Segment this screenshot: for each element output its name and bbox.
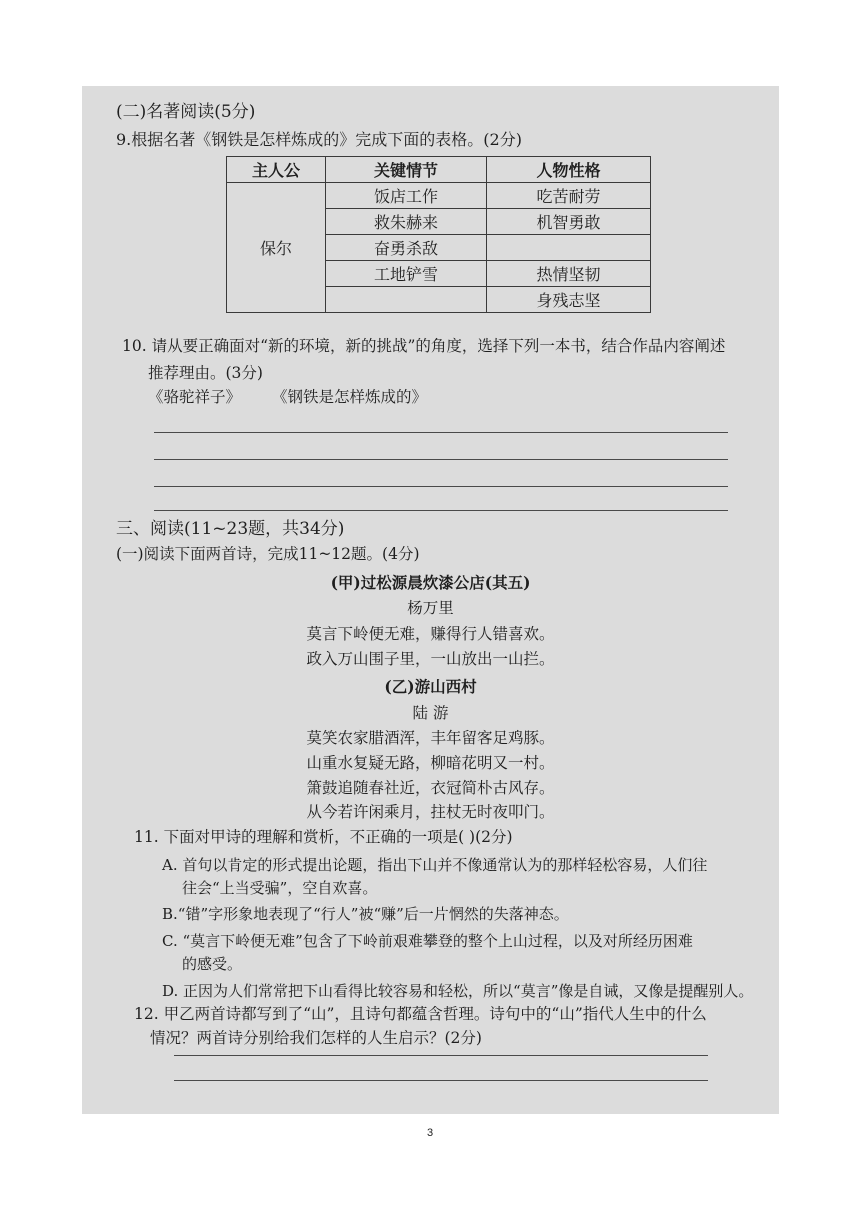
trait-cell: 身残志坚: [487, 287, 651, 313]
plot-cell: 救朱赫来: [326, 209, 487, 235]
poem-b-line: 从今若许闲乘月，拄杖无时夜叩门。: [306, 803, 555, 821]
answer-line: [154, 510, 728, 511]
poem-b-line: 山重水复疑无路，柳暗花明又一村。: [306, 754, 555, 772]
trait-cell: 吃苦耐劳: [487, 183, 651, 209]
answer-line: [154, 486, 728, 487]
header-protagonist: 主人公: [227, 157, 326, 183]
poem-a-title: (甲)过松源晨炊漆公店(其五): [330, 573, 531, 592]
question-10-line2: 推荐理由。(3分): [148, 364, 263, 382]
question-11-option-c: C. “莫言下岭便无难”包含了下岭前艰难攀登的整个上山过程，以及对所经历困难: [162, 932, 693, 950]
poem-a-line: 政入万山围子里，一山放出一山拦。: [306, 650, 555, 668]
poem-b-author: 陆 游: [412, 704, 449, 722]
answer-line: [174, 1080, 708, 1081]
poem-b-title: (乙)游山西村: [384, 677, 477, 696]
book-option-steel: 《钢铁是怎样炼成的》: [272, 388, 428, 406]
section-classics-heading: (二)名著阅读(5分): [116, 102, 256, 122]
question-11-stem: 11. 下面对甲诗的理解和赏析，不正确的一项是( )(2分): [134, 828, 513, 846]
poem-a-author: 杨万里: [407, 599, 454, 617]
scanned-exam-page: [82, 86, 779, 1114]
section-reading-heading: 三、阅读(11~23题，共34分): [116, 519, 345, 539]
question-11-option-a-cont: 往会“上当受骗”，空自欢喜。: [182, 879, 378, 897]
trait-cell: 机智勇敢: [487, 209, 651, 235]
trait-cell: 热情坚韧: [487, 261, 651, 287]
question-11-option-d: D. 正因为人们常常把下山看得比较容易和轻松，所以“莫言”像是自诫，又像是提醒别人。: [162, 982, 754, 1000]
plot-cell: 饭店工作: [326, 183, 487, 209]
answer-line: [154, 432, 728, 433]
question-12-line1: 12. 甲乙两首诗都写到了“山”，且诗句都蕴含哲理。诗句中的“山”指代人生中的什么: [134, 1005, 707, 1023]
question-11-option-a: A. 首句以肯定的形式提出论题，指出下山并不像通常认为的那样轻松容易，人们往: [162, 856, 708, 874]
poem-b-line: 箫鼓追随春社近，衣冠简朴古风存。: [306, 779, 555, 797]
plot-cell-blank: [326, 287, 487, 313]
answer-line: [174, 1055, 708, 1056]
header-key-plot: 关键情节: [326, 157, 487, 183]
answer-line: [154, 459, 728, 460]
plot-cell: 工地铲雪: [326, 261, 487, 287]
question-11-option-c-cont: 的感受。: [182, 955, 243, 973]
character-table: [226, 156, 651, 313]
book-option-camel-xiangzi: 《骆驼祥子》: [148, 388, 242, 406]
question-9: 9.根据名著《钢铁是怎样炼成的》完成下面的表格。(2分): [116, 130, 522, 149]
table-header-row: [227, 157, 651, 183]
page-number: 3: [426, 1127, 434, 1139]
question-10-line1: 10. 请从要正确面对“新的环境，新的挑战”的角度，选择下列一本书，结合作品内容阐述: [122, 337, 726, 355]
protagonist-cell: 保尔: [227, 183, 326, 313]
plot-cell: 奋勇杀敌: [326, 235, 487, 261]
poem-b-line: 莫笑农家腊酒浑，丰年留客足鸡豚。: [306, 729, 555, 747]
poem-a-line: 莫言下岭便无难，赚得行人错喜欢。: [306, 625, 555, 643]
subsection-poems-heading: (一)阅读下面两首诗，完成11~12题。(4分): [116, 545, 420, 563]
header-character-trait: 人物性格: [487, 157, 651, 183]
table-row: [227, 183, 651, 209]
question-11-option-b: B.“错”字形象地表现了“行人”被“赚”后一片惘然的失落神态。: [162, 905, 569, 923]
question-12-line2: 情况？两首诗分别给我们怎样的人生启示？(2分): [150, 1029, 482, 1047]
trait-cell-blank: [487, 235, 651, 261]
